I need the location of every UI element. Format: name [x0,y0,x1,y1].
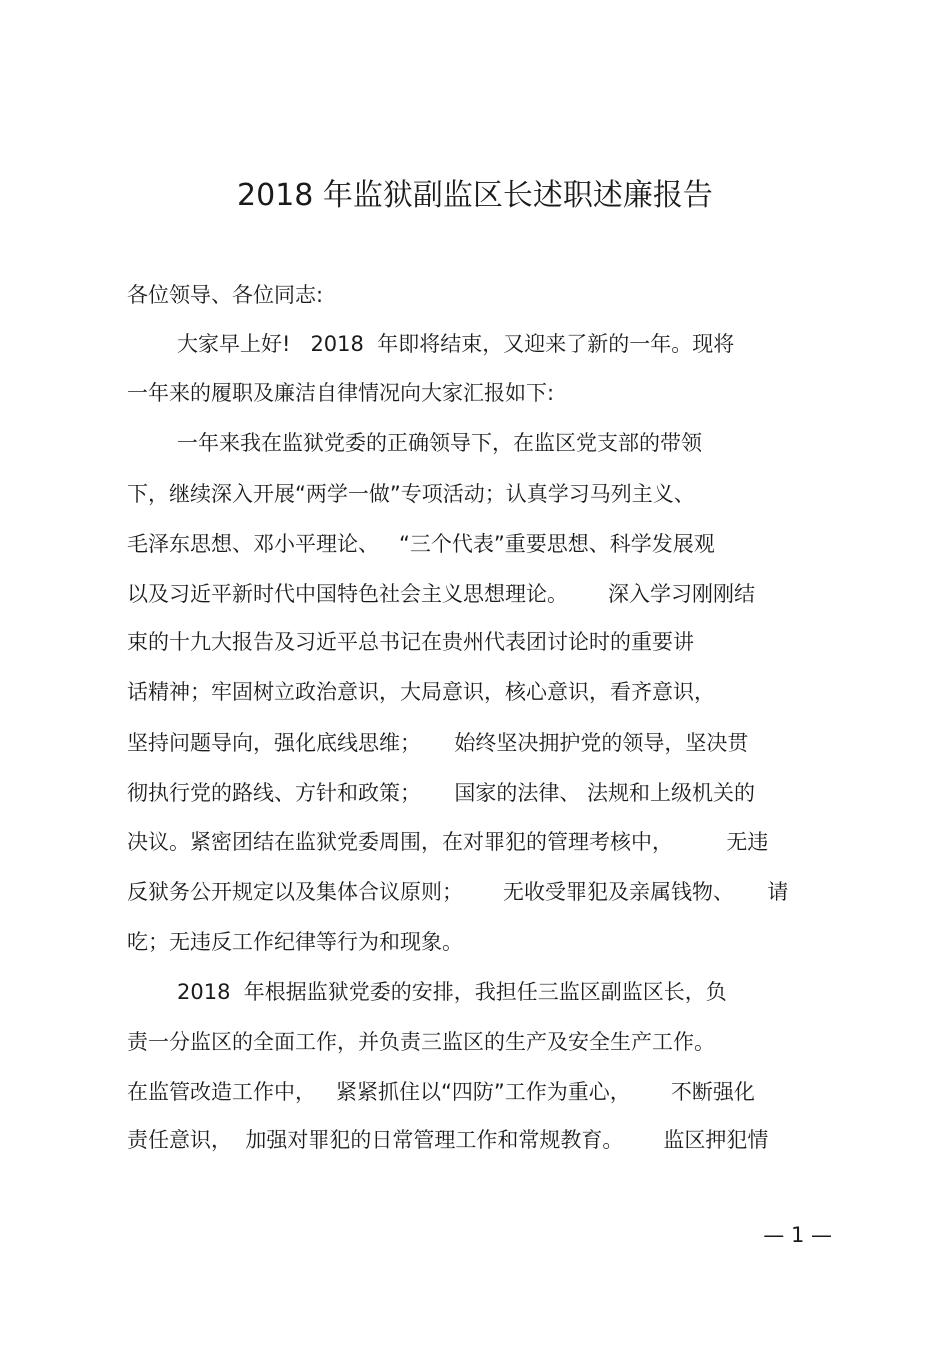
paragraph-line: 下，继续深入开展“两学一做”专项活动；认真学习马列主义、 [127,482,695,506]
paragraph-line: 在监管改造工作中， 紧紧抓住以“四防”工作为重心， 不断强化 [127,1080,755,1104]
paragraph-line: 大家早上好! 2018 年即将结束，又迎来了新的一年。现将 [177,332,735,356]
paragraph-line: 毛泽东思想、邓小平理论、 “三个代表”重要思想、科学发展观 [127,532,715,556]
paragraph-line: 彻执行党的路线、方针和政策； 国家的法律、 法规和上级机关的 [127,781,756,805]
paragraph-line: 一年来我在监狱党委的正确领导下，在监区党支部的带领 [177,431,702,455]
paragraph-line: 吃；无违反工作纪律等行为和现象。 [127,930,463,954]
paragraph-line: 责任意识， 加强对罪犯的日常管理工作和常规教育。 监区押犯情 [127,1128,769,1152]
paragraph-line: 决议。紧密团结在监狱党委周围，在对罪犯的管理考核中， 无违 [127,830,769,854]
paragraph-line: 坚持问题导向，强化底线思维； 始终坚决拥护党的领导，坚决贯 [127,731,749,755]
page-number: — 1 — [763,1223,832,1247]
paragraph-line: 束的十九大报告及习近平总书记在贵州代表团讨论时的重要讲 [127,630,694,654]
paragraph-line: 责一分监区的全面工作，并负责三监区的生产及安全生产工作。 [127,1030,715,1054]
paragraph-line: 以及习近平新时代中国特色社会主义思想理论。 深入学习刚刚结 [127,582,756,606]
salutation: 各位领导、各位同志: [127,283,324,307]
paragraph-line: 一年来的履职及廉洁自律情况向大家汇报如下: [127,381,555,405]
paragraph-line: 话精神；牢固树立政治意识，大局意识，核心意识，看齐意识， [127,680,715,704]
paragraph-line: 反狱务公开规定以及集体合议原则； 无收受罪犯及亲属钱物、 请 [127,880,789,904]
document-title: 2018 年监狱副监区长述职述廉报告 [237,178,713,213]
paragraph-line: 2018 年根据监狱党委的安排，我担任三监区副监区长，负 [177,980,727,1004]
